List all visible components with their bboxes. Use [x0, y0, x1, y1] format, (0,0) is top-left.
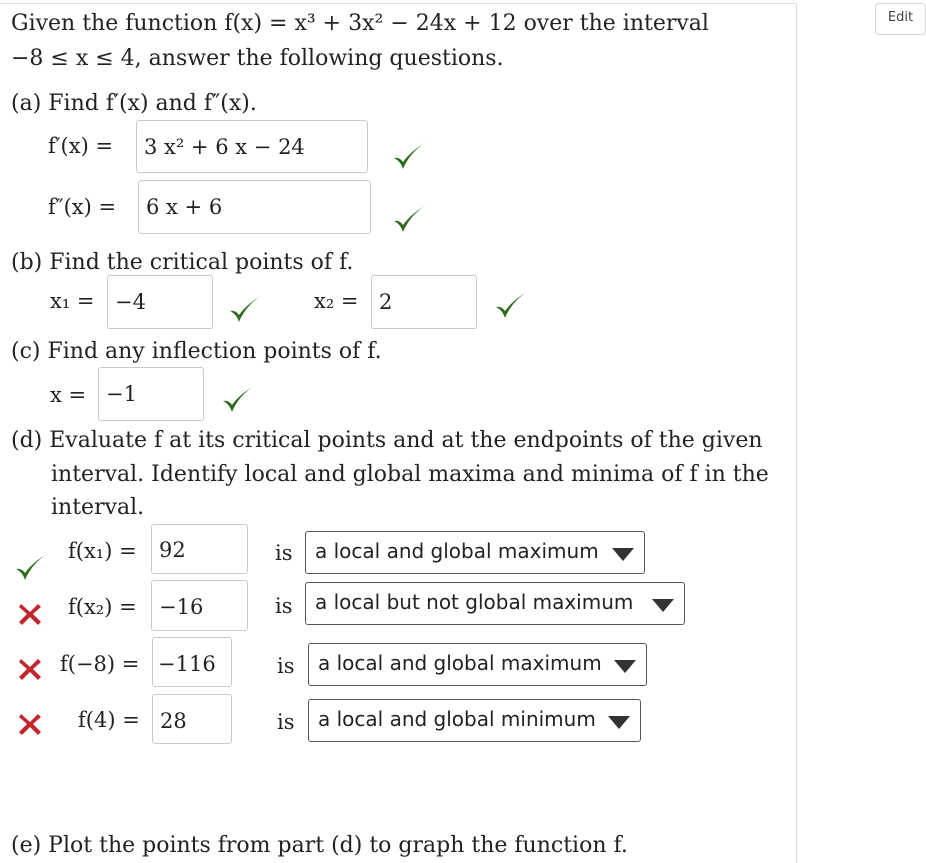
classification-select-1[interactable]	[305, 531, 645, 574]
part-d-prompt-line-2: interval. Identify local and global maxima and minima of f in the	[51, 462, 769, 487]
inflection-x-label: x =	[50, 383, 87, 407]
incorrect-cross-icon	[18, 602, 42, 626]
x1-answer-box[interactable]: −4	[107, 275, 213, 329]
fdoubleprime-label: f″(x) =	[48, 195, 117, 219]
select-value: a local and global maximum	[318, 651, 602, 675]
classification-select-3[interactable]	[308, 643, 647, 686]
correct-check-icon	[221, 384, 255, 414]
correct-check-icon	[494, 290, 528, 320]
part-d-prompt-line-3: interval.	[51, 495, 145, 520]
f-4-label: f(4) =	[78, 708, 140, 732]
x2-label: x₂ =	[314, 289, 359, 313]
correct-check-icon	[228, 294, 262, 324]
part-e-prompt: (e) Plot the points from part (d) to graph the function f.	[11, 833, 628, 858]
fprime-answer-box[interactable]: 3 x² + 6 x − 24	[136, 120, 368, 173]
select-value: a local but not global maximum	[315, 590, 634, 614]
correct-check-icon	[392, 204, 426, 234]
select-value: a local and global maximum	[315, 539, 599, 563]
f-x1-answer-box[interactable]: 92	[151, 524, 248, 574]
part-c-prompt: (c) Find any inflection points of f.	[11, 339, 382, 364]
f-x2-answer-box[interactable]: −16	[151, 580, 248, 631]
classification-select-4[interactable]	[308, 699, 641, 742]
x1-label: x₁ =	[50, 289, 95, 313]
fprime-label: f′(x) =	[48, 134, 114, 158]
incorrect-cross-icon	[18, 657, 42, 681]
dropdown-caret-icon	[614, 660, 636, 673]
select-value: a local and global minimum	[318, 707, 596, 731]
f-neg8-answer-box[interactable]: −116	[152, 637, 232, 687]
dropdown-caret-icon	[612, 548, 634, 561]
part-b-prompt: (b) Find the critical points of f.	[11, 250, 354, 275]
classification-select-2[interactable]	[305, 582, 685, 625]
x2-answer-box[interactable]: 2	[371, 275, 477, 329]
f-x1-label: f(x₁) =	[68, 539, 137, 563]
dropdown-caret-icon	[608, 716, 630, 729]
correct-check-icon	[392, 141, 426, 171]
part-a-prompt: (a) Find f′(x) and f″(x).	[11, 91, 257, 116]
is-label: is	[275, 594, 293, 618]
edit-button[interactable]: Edit	[875, 3, 926, 35]
intro-line-2: −8 ≤ x ≤ 4, answer the following questions.	[11, 46, 504, 71]
correct-check-icon	[14, 552, 48, 582]
is-label: is	[277, 710, 295, 734]
part-d-prompt-line-1: (d) Evaluate f at its critical points and at the endpoints of the given	[11, 428, 763, 453]
incorrect-cross-icon	[18, 712, 42, 736]
f-x2-label: f(x₂) =	[68, 595, 137, 619]
f-4-answer-box[interactable]: 28	[152, 694, 232, 744]
fdoubleprime-answer-box[interactable]: 6 x + 6	[138, 180, 371, 234]
inflection-answer-box[interactable]: −1	[98, 367, 204, 421]
f-neg8-label: f(−8) =	[60, 652, 140, 676]
intro-line-1: Given the function f(x) = x³ + 3x² − 24x + 12 over the interval	[11, 11, 709, 36]
is-label: is	[275, 541, 293, 565]
dropdown-caret-icon	[652, 599, 674, 612]
is-label: is	[277, 654, 295, 678]
